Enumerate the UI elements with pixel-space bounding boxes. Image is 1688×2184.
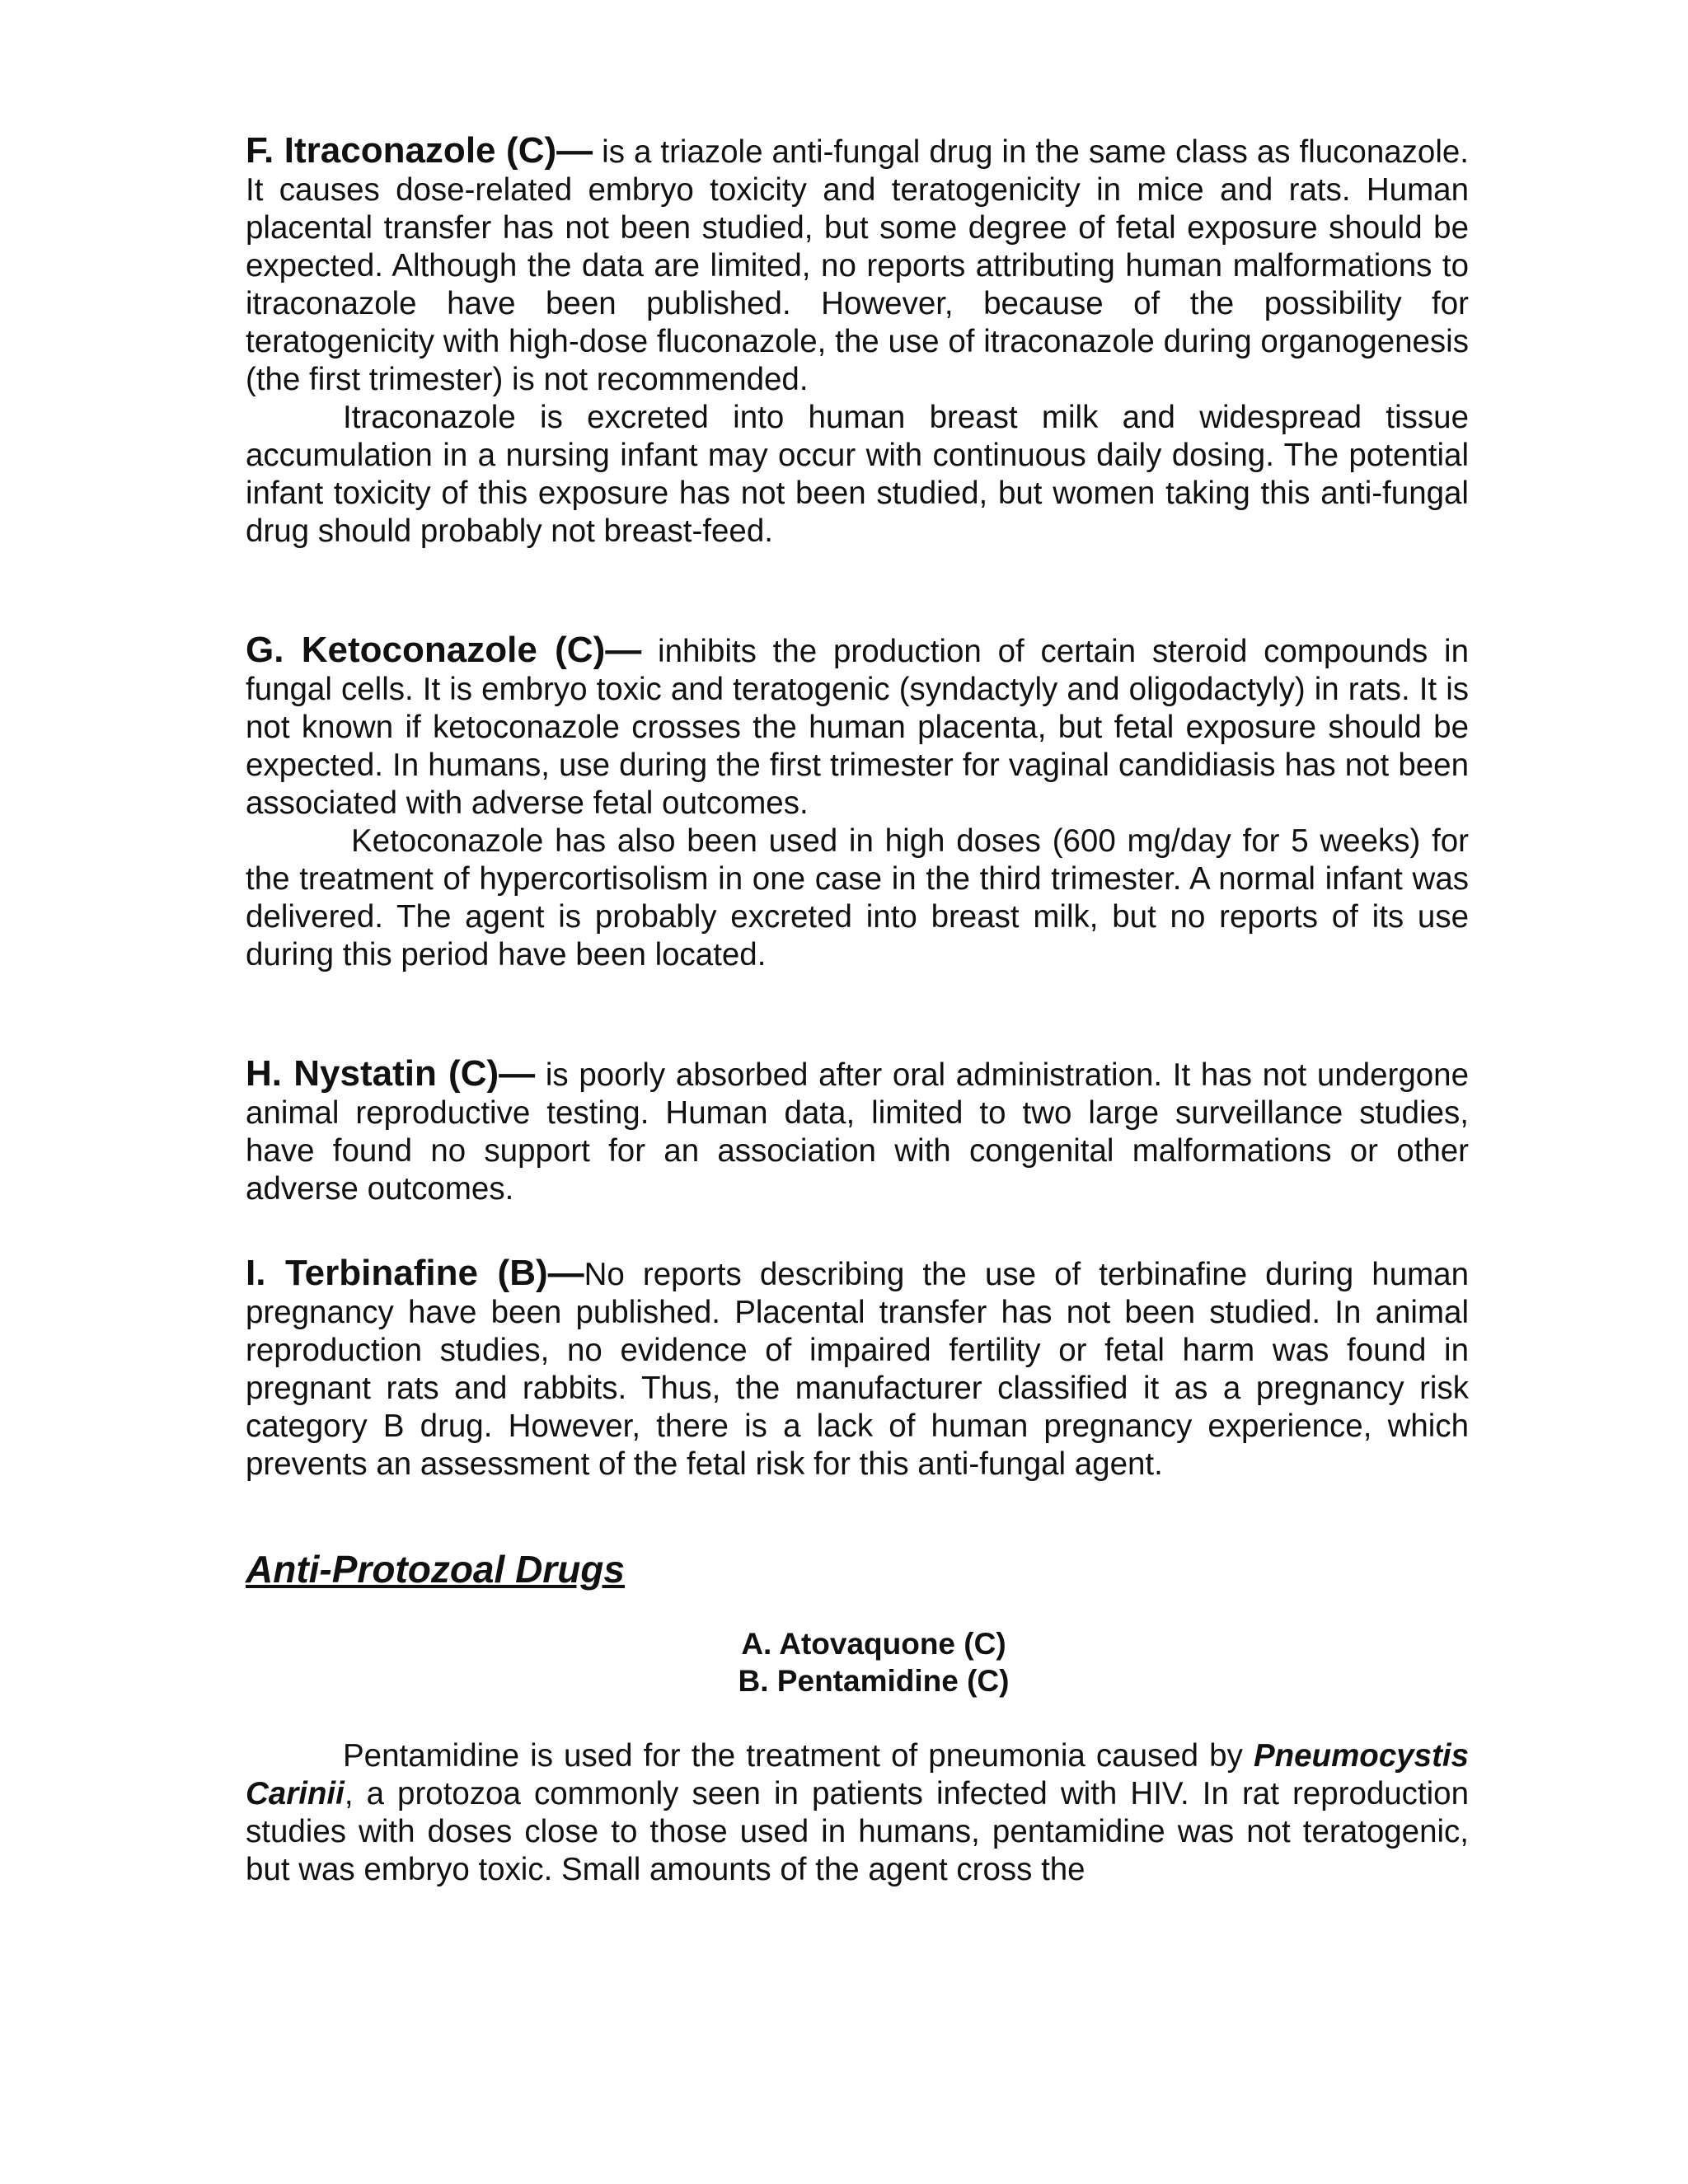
section-title: Anti-Protozoal Drugs bbox=[246, 1548, 625, 1591]
entry-text: No reports describing the use of terbinafine during human pregnancy have been published. Placental transfer has not been studied. In animal reproduction studies, no evidence of impaired fertility or fetal harm was found in pregnant rats and rabbits. Thus, the manufacturer classified it as a pregnancy risk category B drug. However, there is a lack of human pregnancy experience, which prevents an assessment of the fetal risk for this anti-fungal agent. bbox=[246, 1257, 1469, 1482]
entry-paragraph-2: Itraconazole is excreted into human breast milk and widespread tissue accumulation in a nursing infant may occur with continuous daily dosing. The potential infant toxicity of this exposure has not been studied, but women taking this anti-fungal drug should probably not breast-feed. bbox=[246, 400, 1469, 549]
drug-list-item: A. Atovaquone (C) bbox=[741, 1627, 1006, 1661]
entry-paragraph bbox=[246, 1055, 1469, 1208]
entry-heading: H. Nystatin (C)— bbox=[246, 1053, 536, 1094]
section-paragraph-start: Pentamidine is used for the treatment of pneumonia caused by bbox=[343, 1738, 1254, 1774]
entry-text: is a triazole anti-fungal drug in the same class as fluconazole. It causes dose-related embryo toxicity and teratogenicity in mice and rats. Human placental transfer has not been studied, but some degree of fetal exposure should be expected. Although the data are limited, no reports attributing human malformations to itraconazole have been published. However, because of the possibility for teratogenicity with high-dose fluconazole, the use of itraconazole during organogenesis (the first trimester) is not recommended. bbox=[246, 134, 1469, 397]
entry-paragraph-2: Ketoconazole has also been used in high doses (600 mg/day for 5 weeks) for the treatment of hypercortisolism in one case in the third trimester. A normal infant was delivered. The agent is probably excreted into breast milk, but no reports of its use during this period have been located. bbox=[246, 823, 1469, 972]
entry-paragraph bbox=[246, 1254, 1469, 1483]
entry-paragraph bbox=[246, 631, 1469, 823]
entry-heading: I. Terbinafine (B)— bbox=[246, 1253, 584, 1293]
section-paragraph bbox=[246, 1737, 1469, 1889]
entry-text: is poorly absorbed after oral administration. It has not undergone animal reproductive testing. Human data, limited to two large surveillance studies, have found no support for an association with congenital malformations or other adverse outcomes. bbox=[246, 1057, 1469, 1207]
drug-list-item: B. Pentamidine (C) bbox=[738, 1664, 1010, 1698]
entry-heading: G. Ketoconazole (C)— bbox=[246, 630, 642, 670]
entry-itraconazole bbox=[246, 132, 1469, 551]
entry-paragraph bbox=[246, 132, 1469, 399]
drug-list bbox=[246, 1625, 1469, 1699]
organism-name: Pneumocystis Carinii bbox=[246, 1738, 1469, 1811]
section-paragraph-end: , a protozoa commonly seen in patients infected with HIV. In rat reproduction studies with doses close to those used in humans, pentamidine was not teratogenic, but was embryo toxic. Small amounts of the agent cross the bbox=[246, 1776, 1469, 1887]
document-page bbox=[246, 132, 1469, 1889]
entry-nystatin bbox=[246, 1055, 1469, 1208]
entry-heading: F. Itraconazole (C)— bbox=[246, 130, 593, 171]
entry-ketoconazole bbox=[246, 631, 1469, 974]
entry-terbinafine bbox=[246, 1254, 1469, 1483]
entry-text: inhibits the production of certain steroid compounds in fungal cells. It is embryo toxic and teratogenic (syndactyly and oligodactyly) in rats. It is not known if ketoconazole crosses the human placenta, but fetal exposure should be expected. In humans, use during the first trimester for vaginal candidiasis has not been associated with adverse fetal outcomes. bbox=[246, 634, 1469, 821]
